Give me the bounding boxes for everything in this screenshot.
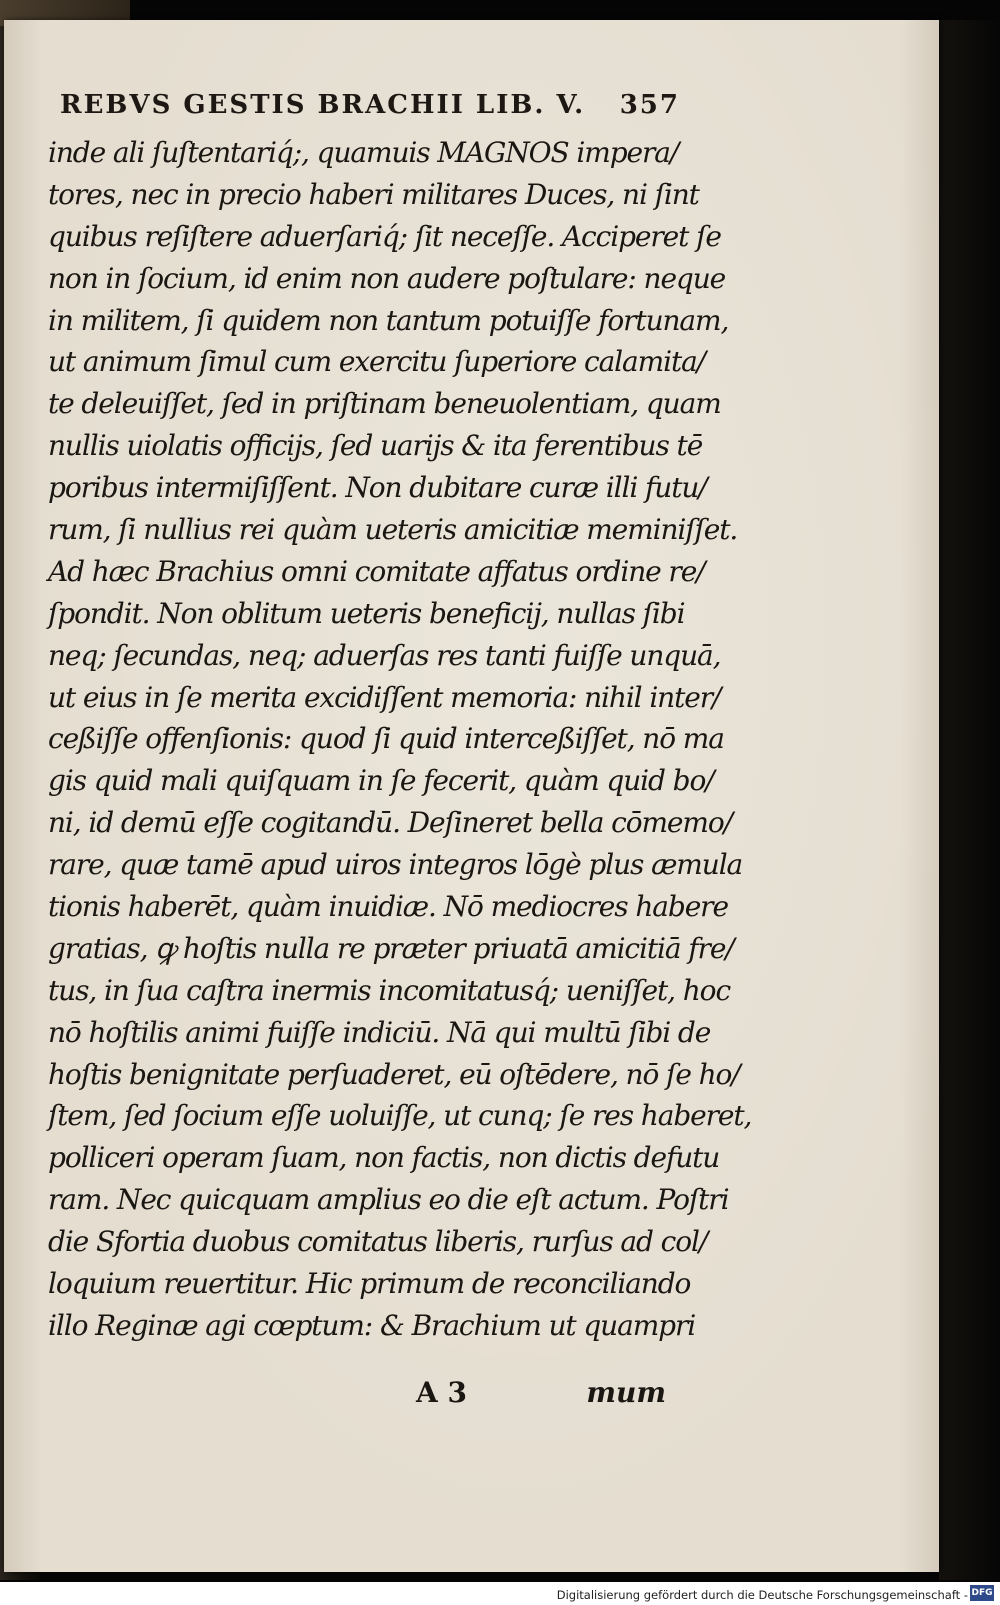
digitization-credit: Digitalisierung gefördert durch die Deutsche Forschungsgemeinschaft - <box>556 1588 968 1602</box>
book-page <box>4 20 939 1572</box>
text-line: tus, in ſua caſtra inermis incomitatusq́; ueniſſet, hoc <box>48 973 731 1007</box>
text-line: ut animum ſimul cum exercitu ſuperiore calamita/ <box>48 345 706 379</box>
text-line: ſpondit. Non oblitum ueteris beneficij, nullas ſibi <box>48 596 685 630</box>
text-line: rum, ſi nullius rei quàm ueteris amicitiæ meminiſſet. <box>48 513 738 547</box>
text-line: ceßiſſe offenſionis: quod ſi quid interceßiſſet, nō ma <box>48 722 724 756</box>
text-line: ni, id demū eſſe cogitandū. Deſineret bella cōmemo/ <box>48 806 732 840</box>
page-footer-line <box>414 1376 674 1420</box>
signature-mark: A 3 <box>416 1376 467 1409</box>
text-line: nullis uiolatis officijs, ſed uarijs & ita ferentibus tē <box>48 429 703 463</box>
text-line: non in ſocium, id enim non audere poſtulare: neque <box>48 261 726 295</box>
text-line: inde ali ſuſtentariq́;, quamuis MAGNOS impera/ <box>48 136 679 169</box>
text-line: ſtem, ſed ſocium eſſe uoluiſſe, ut cunq; ſe res haberet, <box>48 1099 752 1133</box>
text-line: poribus intermiſiſſent. Non dubitare curæ illi futu/ <box>48 471 707 505</box>
text-line: rare, quæ tamē apud uiros integros lōgè plus æmula <box>48 848 743 882</box>
text-line: ut eius in ſe merita excidiſſent memoria: nihil inter/ <box>48 680 721 714</box>
page-number: 357 <box>619 90 680 120</box>
text-line: in militem, ſi quidem non tantum potuiſſe fortunam, <box>48 303 729 337</box>
page-body-text <box>48 132 752 1347</box>
page-header <box>60 90 680 130</box>
text-line: nō hoſtilis animi fuiſſe indiciū. Nā qui multū ſibi de <box>48 1015 711 1049</box>
text-line: Ad hæc Brachius omni comitate affatus ordine re/ <box>48 554 705 588</box>
text-line: die Sfortia duobus comitatus liberis, rurſus ad col/ <box>48 1225 708 1259</box>
scan-background-right <box>939 20 1000 1580</box>
text-line: quibus reſiſtere aduerſariq́; ſit neceſſe. Acciperet ſe <box>48 219 721 253</box>
text-line: tores, nec in precio haberi militares Duces, ni ſint <box>48 177 699 211</box>
text-line: gis quid mali quiſquam in ſe fecerit, quàm quid bo/ <box>48 764 714 798</box>
text-line: loquium reuertitur. Hic primum de reconciliando <box>48 1267 691 1301</box>
text-line: ram. Nec quicquam amplius eo die eſt actum. Poſtri <box>48 1183 729 1217</box>
running-title: REBVS GESTIS BRACHII LIB. V. <box>60 90 586 120</box>
text-line: hoſtis benignitate perſuaderet, eū oſtēdere, nō ſe ho/ <box>48 1057 740 1091</box>
text-line: neq; ſecundas, neq; aduerſas res tanti fuiſſe unquā, <box>48 638 721 672</box>
dfg-logo: DFG <box>970 1585 994 1601</box>
text-line: te deleuiſſet, ſed in priſtinam beneuolentiam, quam <box>48 387 721 421</box>
text-line: gratias, ꝙ hoſtis nulla re præter priuatā amicitiā fre/ <box>48 931 734 965</box>
text-line: polliceri operam ſuam, non factis, non dictis defutu <box>48 1141 720 1175</box>
text-line: tionis haberēt, quàm inuidiæ. Nō mediocres habere <box>48 890 728 924</box>
catchword: mum <box>586 1376 666 1409</box>
text-line: illo Reginæ agi cœptum: & Brachium ut quampri <box>48 1308 696 1342</box>
